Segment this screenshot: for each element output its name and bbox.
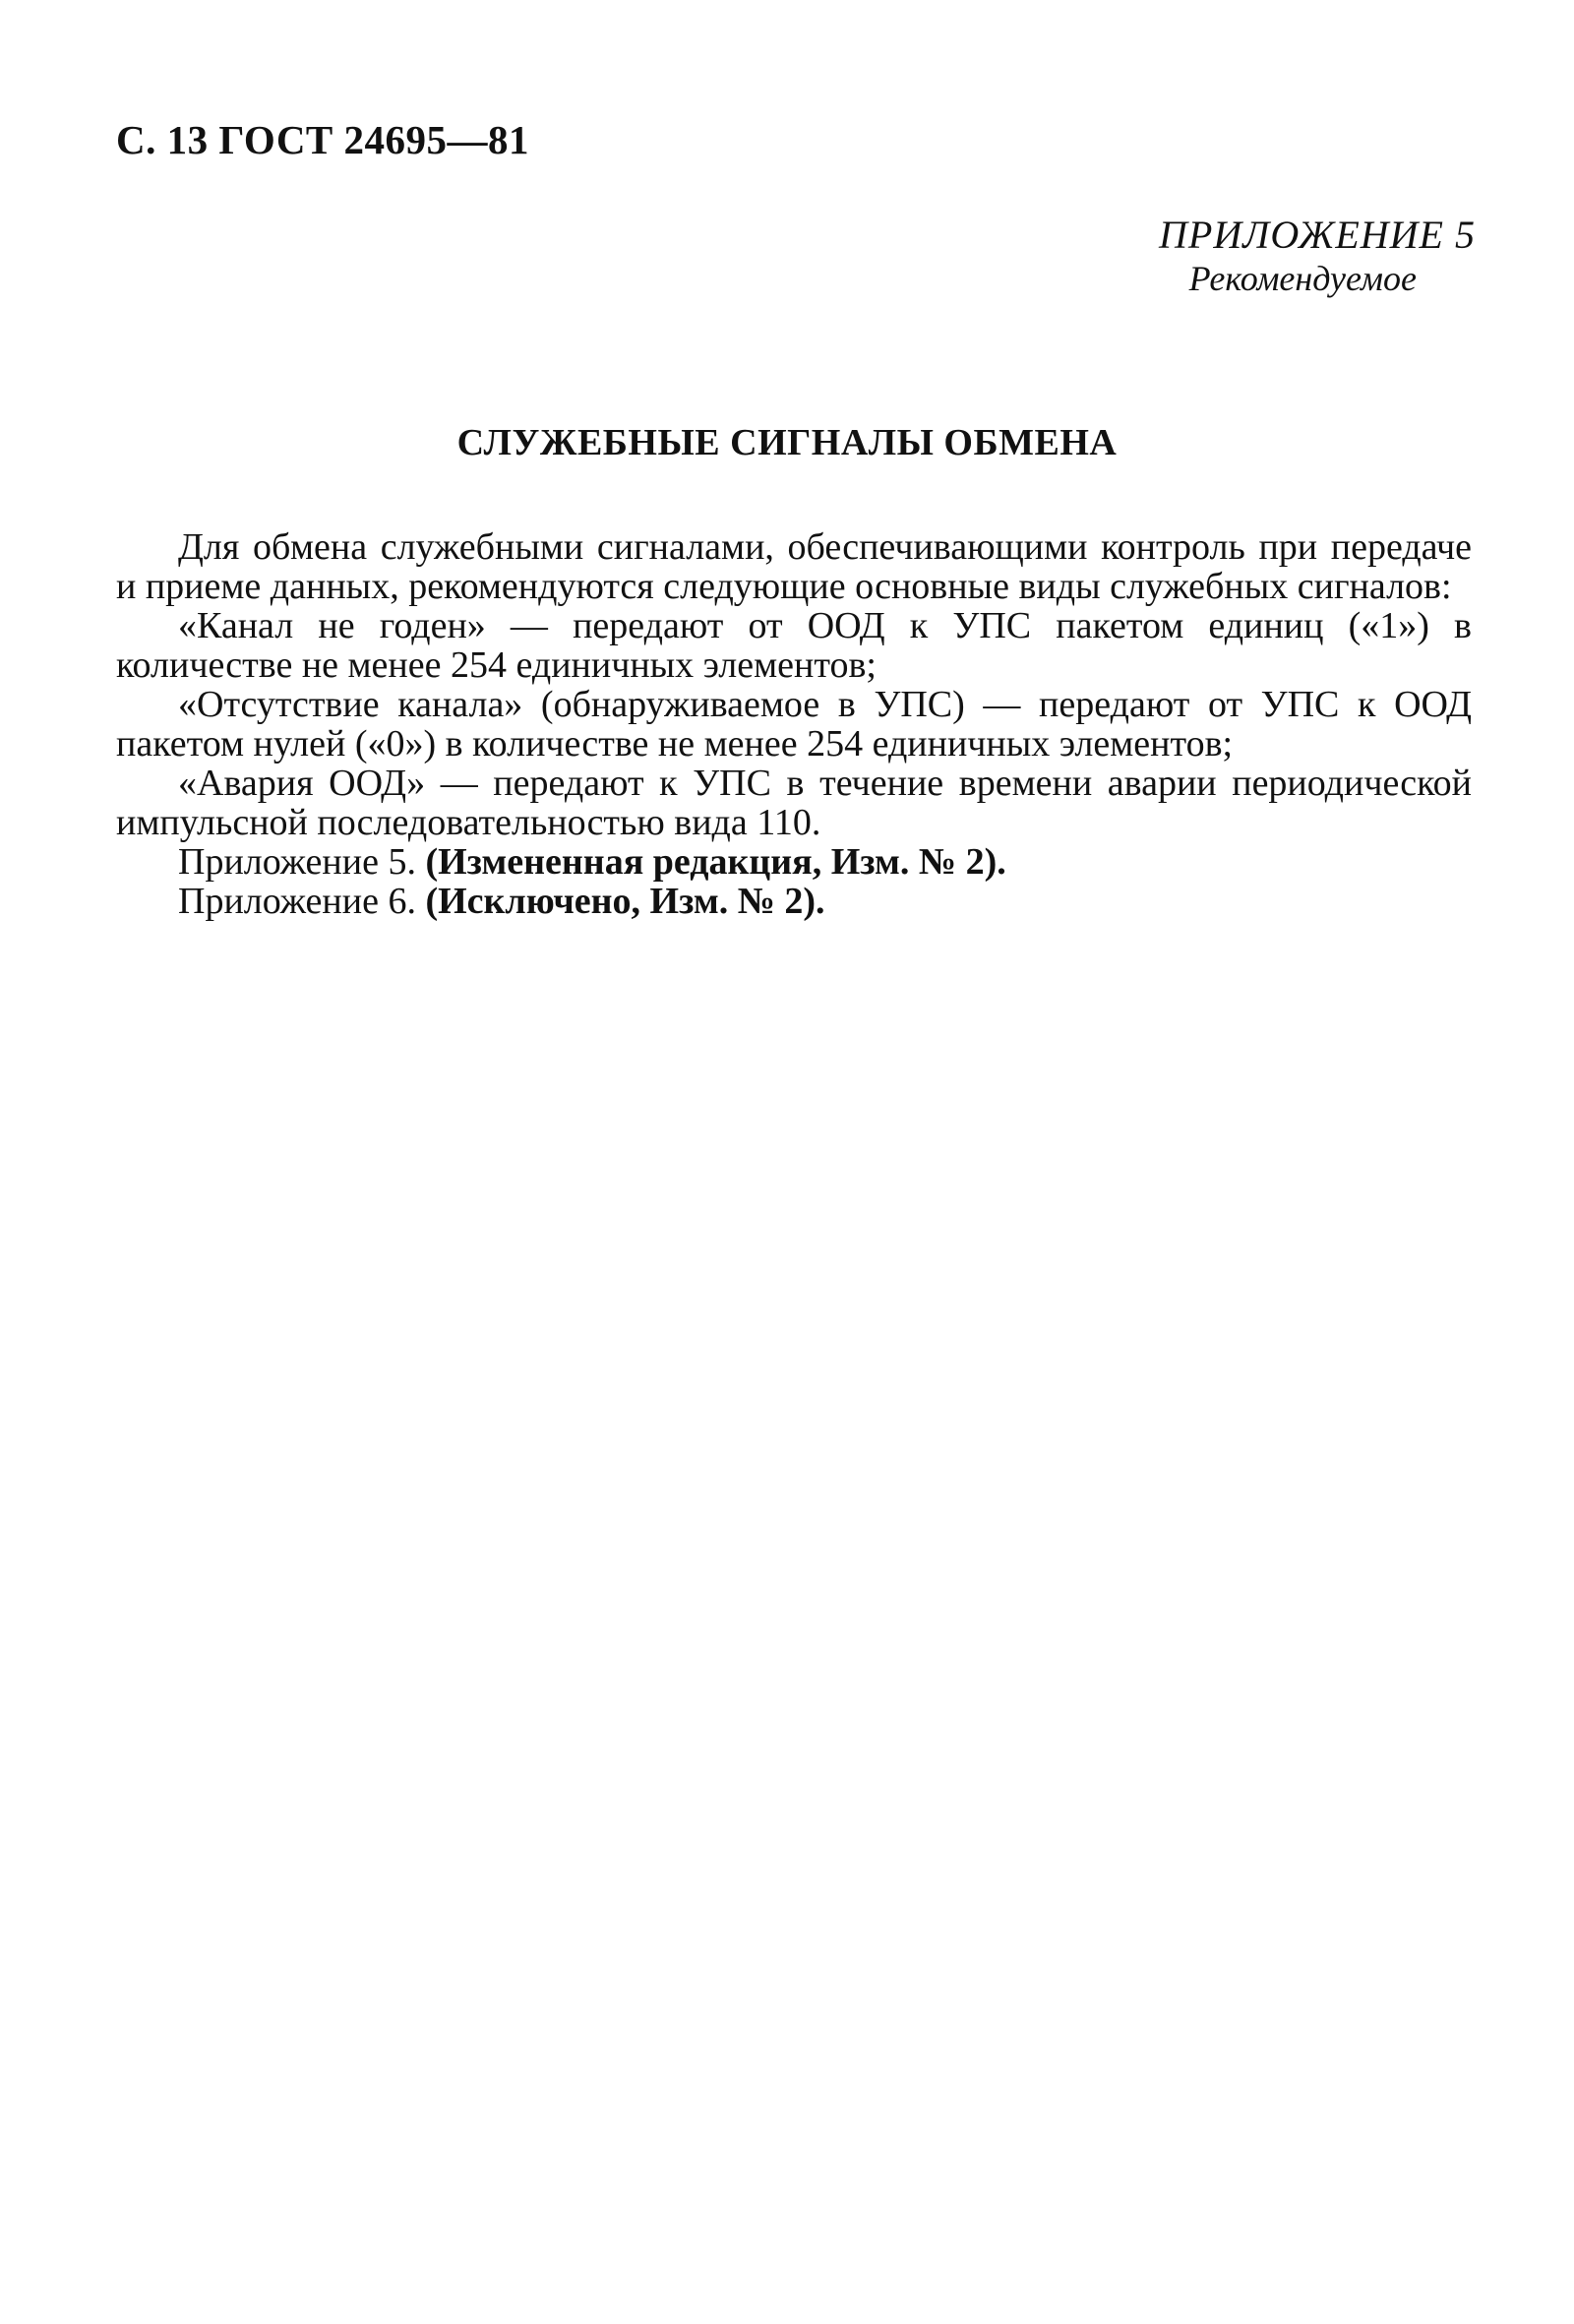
section-title: СЛУЖЕБНЫЕ СИГНАЛЫ ОБМЕНА — [456, 422, 1118, 463]
paragraph-channel-unfit: «Канал не годен» — передают от ООД к УПС пакетом единиц («1») в количестве не менее 254 единичных элементов; — [116, 605, 1472, 686]
appendix-title: ПРИЛОЖЕНИЕ 5 — [1159, 213, 1476, 257]
note-remark: (Измененная редакция, Изм. № 2). — [425, 841, 1006, 883]
page-header-reference: С. 13 ГОСТ 24695—81 — [116, 117, 530, 162]
appendix-status: Рекомендуемое — [1188, 259, 1417, 298]
note-appendix-6 — [116, 882, 1472, 921]
paragraph-intro: Для обмена служебными сигналами, обеспечивающими контроль при передаче и приеме данных, рекомендуются следующие основные виды служебных сигналов: — [116, 526, 1472, 607]
note-remark: (Исключено, Изм. № 2). — [425, 881, 825, 922]
paragraph-channel-absent: «Отсутствие канала» (обнаруживаемое в УПС) — передают от УПС к ООД пакетом нулей («0») в количестве не менее 254 единичных элементов; — [116, 684, 1472, 764]
note-label: Приложение 5. — [178, 841, 416, 883]
paragraph-dte-failure: «Авария ООД» — передают к УПС в течение времени аварии периодической импульсной последовательностью вида 110. — [116, 763, 1472, 843]
body-text — [116, 527, 1472, 921]
note-label: Приложение 6. — [178, 881, 416, 922]
note-appendix-5 — [116, 842, 1472, 882]
appendix-label-block — [1159, 213, 1476, 299]
